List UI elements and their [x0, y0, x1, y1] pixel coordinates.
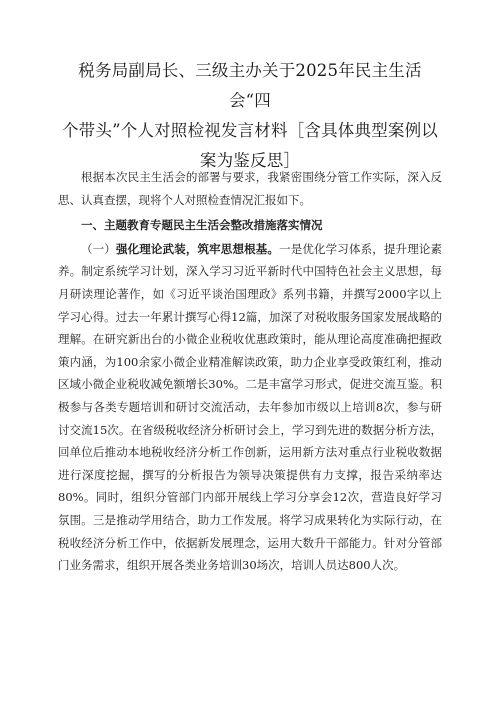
- document-title: [58, 56, 442, 176]
- intro-paragraph: 根据本次民主生活会的部署与要求，我紧密围绕分管工作实际，深入反思、认真查摆，现将个人对照检查情况汇报如下。: [58, 170, 442, 207]
- subsection-text: 一是优化学习体系，提升理论素养。制定系统学习计划，深入学习习近平新时代中国特色社会主义思想，每月研读理论著作，如《习近平谈治国理政》系列书籍，并撰写2000字以上学习心得。过去一年累计撰写心得12篇，加深了对税收服务国家发展战略的理解。在研究新出台的小微企业税收优惠政策时，能从理论高度准确把握政策内涵，为100余家小微企业精准解读政策，助力企业享受政策红利，推动区域小微企业税收减免额增长30%。二是丰富学习形式，促进交流互鉴。积极参与各类专题培训和研讨交流活动，去年参加市级以上培训8次，参与研讨交流15次。在省级税收经济分析研讨会上，学习到先进的数据分析方法，回单位后推动本地税收经济分析工作创新，运用新方法对重点行业税收数据进行深度挖掘，撰写的分析报告为领导决策提供有力支撑，报告采纳率达80%。同时，组织分管部门内部开展线上学习分享会12次，营造良好学习氛围。三是推动学用结合，助力工作发展。将学习成果转化为实际行动，在税收经济分析工作中，依据新发展理念，运用大数升干部能力。针对分管部门业务需求，组织开展各类业务培训30场次，培训人员达800人次。: [58, 241, 443, 573]
- section-heading: 一、主题教育专题民主生活会整改措施落实情况: [81, 218, 323, 233]
- title-line-3: 案为鉴反思］: [199, 151, 301, 170]
- subsection-label: （一）: [81, 241, 116, 256]
- subsection-paragraph: [58, 238, 442, 577]
- title-line-1: 税务局副局长、三级主办关于2025年民主生活会“四: [78, 61, 422, 110]
- document-body: [58, 166, 442, 577]
- subsection-bold-lead: 强化理论武装，筑牢思想根基。: [115, 241, 280, 256]
- title-line-2: 个带头”个人对照检视发言材料［含具体典型案例以: [61, 121, 439, 140]
